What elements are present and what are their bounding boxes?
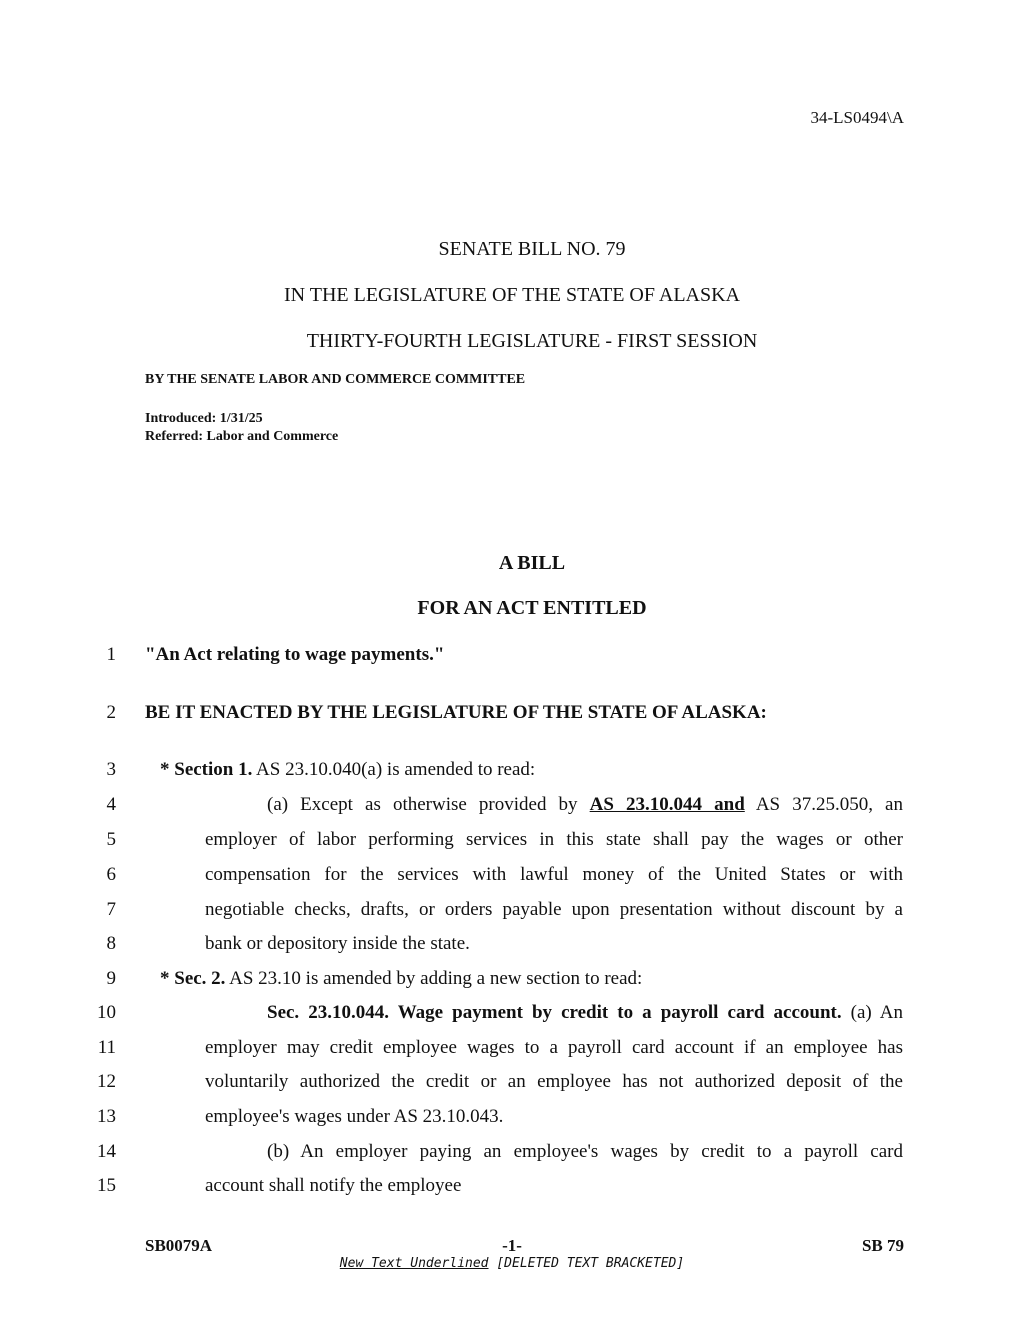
for-act-heading: FOR AN ACT ENTITLED bbox=[417, 597, 647, 619]
bill-text-line: employer may credit employee wages to a payroll card account if an employee has bbox=[205, 1037, 903, 1058]
bill-text-line: account shall notify the employee bbox=[205, 1175, 462, 1196]
line-number: 15 bbox=[97, 1175, 116, 1196]
sponsor: BY THE SENATE LABOR AND COMMERCE COMMITTEE bbox=[145, 372, 526, 387]
bill-text-line: compensation for the services with lawful money of the United States or with bbox=[205, 864, 903, 885]
bill-text-line: employee's wages under AS 23.10.043. bbox=[205, 1106, 504, 1127]
introduced-date: Introduced: 1/31/25 bbox=[145, 411, 263, 426]
bill-text-segment: (a) An bbox=[841, 1002, 903, 1023]
bill-text-line: (b) An employer paying an employee's wages by credit to a payroll card bbox=[267, 1141, 903, 1162]
new-section-heading bbox=[267, 1002, 903, 1024]
line-number: 4 bbox=[106, 794, 116, 815]
section-1-text: AS 23.10.040(a) is amended to read: bbox=[252, 759, 536, 780]
bill-text-line: negotiable checks, drafts, or orders payable upon presentation without discount by a bbox=[205, 899, 903, 920]
legend-underlined: New Text Underlined bbox=[339, 1256, 489, 1271]
line-number: 12 bbox=[97, 1071, 116, 1092]
line-number: 13 bbox=[97, 1106, 116, 1127]
footer-bill-code: SB0079A bbox=[145, 1236, 213, 1255]
session-heading: THIRTY-FOURTH LEGISLATURE - FIRST SESSION bbox=[306, 330, 758, 352]
a-bill-heading: A BILL bbox=[498, 552, 566, 574]
document-id: 34-LS0494\A bbox=[810, 108, 904, 127]
bill-text-line bbox=[267, 794, 903, 816]
bill-text-line: voluntarily authorized the credit or an employee has not authorized deposit of the bbox=[205, 1071, 903, 1092]
bill-text-segment: AS 37.25.050, an bbox=[744, 794, 903, 815]
section-2-heading bbox=[160, 968, 642, 990]
line-number: 10 bbox=[97, 1002, 116, 1023]
footer-bill-short: SB 79 bbox=[861, 1236, 904, 1255]
section-1-heading bbox=[160, 759, 535, 781]
line-number: 3 bbox=[106, 759, 116, 780]
line-number: 5 bbox=[106, 829, 116, 850]
line-number: 1 bbox=[106, 644, 116, 665]
legend-bracketed: [DELETED TEXT BRACKETED] bbox=[488, 1256, 685, 1271]
new-text-underlined: AS 23.10.044 and bbox=[589, 794, 745, 815]
line-number: 11 bbox=[97, 1037, 116, 1058]
section-2-label: * Sec. 2. bbox=[160, 968, 226, 989]
line-number: 8 bbox=[106, 933, 116, 954]
section-2-text: AS 23.10 is amended by adding a new section to read: bbox=[225, 968, 643, 989]
referred-committee: Referred: Labor and Commerce bbox=[145, 429, 339, 444]
line-number: 7 bbox=[106, 899, 116, 920]
bill-title: SENATE BILL NO. 79 bbox=[438, 238, 626, 260]
enacting-clause: BE IT ENACTED BY THE LEGISLATURE OF THE STATE OF ALASKA: bbox=[145, 702, 767, 723]
act-title: "An Act relating to wage payments." bbox=[145, 644, 445, 665]
bill-text-line: employer of labor performing services in this state shall pay the wages or other bbox=[205, 829, 903, 850]
line-number: 6 bbox=[106, 864, 116, 885]
edit-legend bbox=[0, 1256, 1024, 1271]
introduction-info bbox=[145, 410, 338, 446]
new-section-title: Sec. 23.10.044. Wage payment by credit to a payroll card account. bbox=[267, 1002, 842, 1023]
bill-text-line: bank or depository inside the state. bbox=[205, 933, 470, 954]
bill-text-segment: (a) Except as otherwise provided by bbox=[267, 794, 590, 815]
line-number: 9 bbox=[106, 968, 116, 989]
line-number: 2 bbox=[106, 702, 116, 723]
line-number: 14 bbox=[97, 1141, 116, 1162]
section-1-label: * Section 1. bbox=[160, 759, 253, 780]
page-number: -1- bbox=[502, 1236, 522, 1255]
legislature-heading: IN THE LEGISLATURE OF THE STATE OF ALASKA bbox=[284, 284, 740, 306]
